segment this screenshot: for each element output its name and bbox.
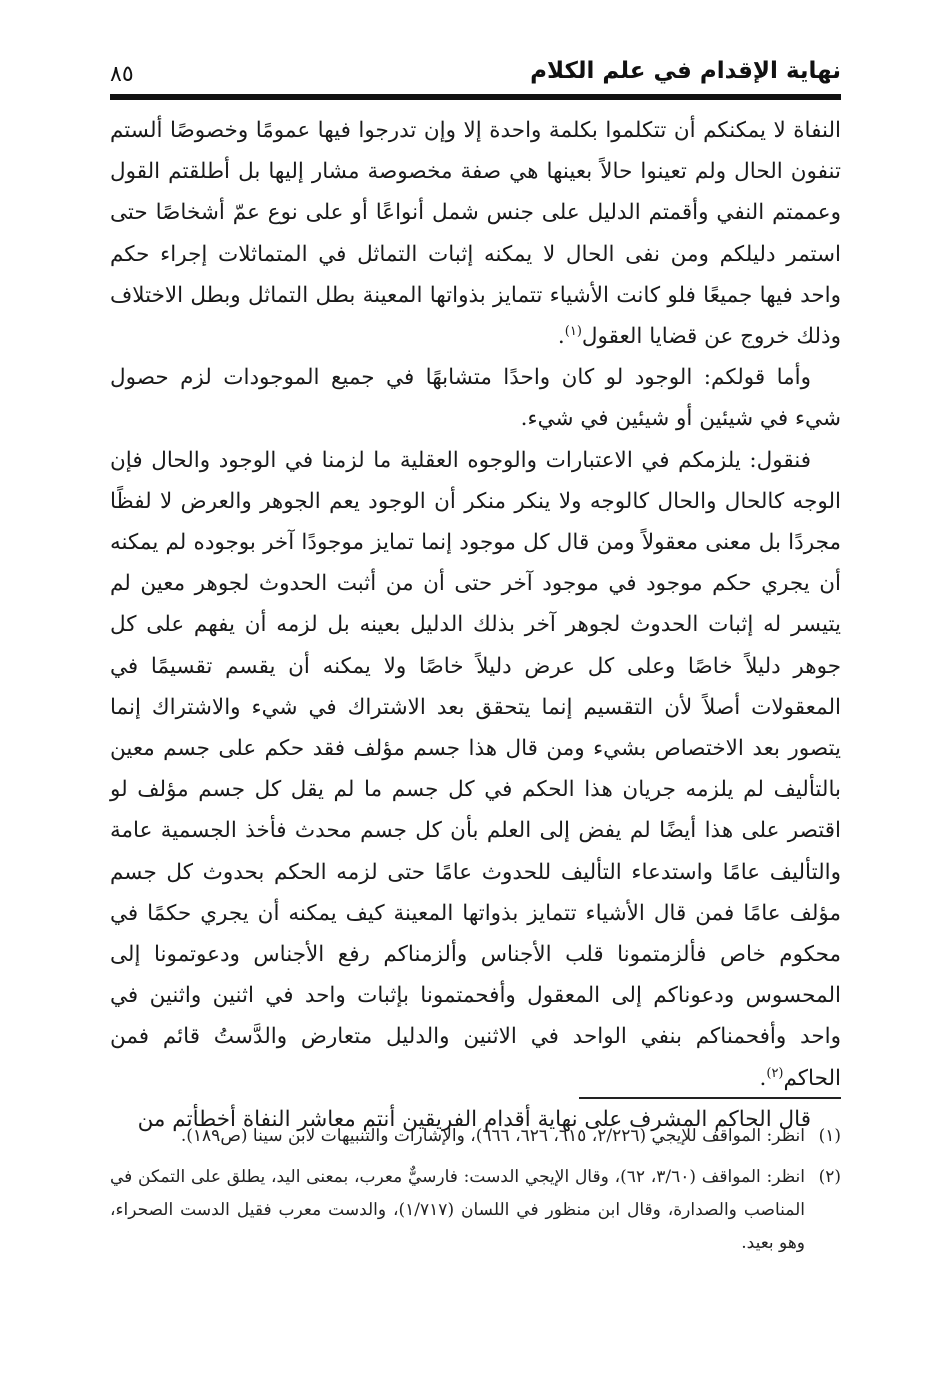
footnote-1 <box>110 1120 841 1153</box>
book-title: نهاية الإقدام في علم الكلام <box>530 58 841 84</box>
footnote-1-text: انظر: المواقف للإيجي (٢/٢٢٦، ٦١٥، ٦٢٦، ٦٦٦)، والإشارات والتنبيهات لابن سينا (ص١٨٩). <box>180 1126 805 1146</box>
paragraph-1: النفاة لا يمكنكم أن تتكلموا بكلمة واحدة إلا وإن تدرجوا فيها عمومًا وخصوصًا ألستم تنفون الحال ولم تعينوا حالاً بعينها هي صفة مخصوصة مشار إليها بل أطلقتم القول وعممتم النفي وأقمتم الدليل على جنس شمل أنواعًا أو على نوع عمّ أشخاصًا حتى استمر دليلكم ومن نفى الحال لا يمكنه إثبات التماثل في المتماثلات إجراء حكم واحد فيها جميعًا فلو كانت الأشياء تتمايز بذواتها المعينة بطل التماثل وبطل الاختلاف وذلك خروج عن قضايا العقول$^{(١)}$. <box>110 118 841 350</box>
footnote-2-number: (٢) <box>818 1167 841 1187</box>
paragraph-2: وأما قولكم: الوجود لو كان واحدًا متشابهًا في جميع الموجودات لزم حصول شيء في شيئين أو شيئين في شيء. <box>110 365 841 432</box>
footnote-2-text: انظر: المواقف (٣/٦٠، ٦٢)، وقال الإيجي الدست: فارسيٌّ معرب، بمعنى اليد، يطلق على التمكن في المناصب والصدارة، وقال ابن منظور في اللسان (١/٧١٧)، والدست معرب فقيل الدست الصحراء، وهو بعيد. <box>110 1167 806 1253</box>
main-text <box>110 110 841 1140</box>
footnote-marker-1[interactable]: (١) <box>564 323 582 339</box>
footnotes <box>110 1120 841 1268</box>
paragraph-3: فنقول: يلزمكم في الاعتبارات والوجوه العقلية ما لزمنا في الوجود والحال فإن الوجه كالحال والحال كالوجه ولا ينكر منكر أن الوجود يعم الجوهر والعرض لا لفظًا مجردًا بل معنى معقولاً ومن قال كل موجود إنما تمايز موجودًا آخر بوجوده لم يمكنه أن يجري حكم موجود في موجود آخر حتى أن من أثبت الحدوث لجوهر معين لم يتيسر له إثبات الحدوث لجوهر آخر بذلك الدليل بعينه بل لزمه أن يفهم على كل جوهر دليلاً خاصًا وعلى كل عرض دليلاً خاصًا ولا يمكنه أن يقسم تقسيمًا في المعقولات أصلاً لأن التقسيم إنما يتحقق بعد الاشتراك في شيء والاشتراك إنما يتصور بعد الاختصاص بشيء ومن قال هذا جسم مؤلف فقد حكم على جسم معين بالتأليف لم يلزمه جريان هذا الحكم في كل جسم ما لم يقل كل جسم مؤلف لو اقتصر على هذا أيضًا لم يفض إلى العلم بأن كل جسم محدث فأخذ الجسمية عامة والتأليف عامًا واستدعاء التأليف للحدوث عامًا حتى لزمه الحكم بحدوث كل جسم مؤلف عامًا فمن قال الأشياء تتمايز بذواتها المعينة كيف يمكنه أن يجري حكمًا في محكوم خاص فألزمتمونا قلب الأجناس وألزمناكم رفع الأجناس ودعوتمونا إلى المحسوس ودعوناكم إلى المعقول وأفحمتمونا بإثبات واحد في اثنين واثنين في واحد وأفحمناكم بنفي الواحد في الاثنين والدليل متعارض والدَّستُ قائم فمن الحاكم$^{(٢)}$. <box>110 447 841 1091</box>
paragraph-1-text: النفاة لا يمكنكم أن تتكلموا بكلمة واحدة إلا وإن تدرجوا فيها عمومًا وخصوصًا ألستم تنفون الحال ولم تعينوا حالاً بعينها هي صفة مخصوصة مشار إليها بل أطلقتم القول وعممتم النفي وأقمتم الدليل على جنس شمل أنواعًا أو على نوع عمّ أشخاصًا حتى استمر دليلكم ومن نفى الحال لا يمكنه إثبات التماثل في المتماثلات إجراء حكم واحد فيها جميعًا فلو كانت الأشياء تتمايز بذواتها المعينة بطل التماثل وبطل الاختلاف وذلك خروج عن قضايا العقول <box>110 118 841 350</box>
footnote-marker-2[interactable]: (٢) <box>766 1065 784 1081</box>
paragraph-4: قال الحاكم المشرف على نهاية أقدام الفريقين أنتم معاشر النفاة أخطأتم من <box>137 1106 811 1132</box>
header-rule <box>110 94 841 100</box>
footnote-separator <box>579 1097 841 1099</box>
page-number: ٨٥ <box>110 62 134 87</box>
paragraph-3-text: فنقول: يلزمكم في الاعتبارات والوجوه العقلية ما لزمنا في الوجود والحال فإن الوجه كالحال والحال كالوجه ولا ينكر منكر أن الوجود يعم الجوهر والعرض لا لفظًا مجردًا بل معنى معقولاً ومن قال كل موجود إنما تمايز موجودًا آخر بوجوده لم يمكنه أن يجري حكم موجود في موجود آخر حتى أن من أثبت الحدوث لجوهر معين لم يتيسر له إثبات الحدوث لجوهر آخر بذلك الدليل بعينه بل لزمه أن يفهم على كل جوهر دليلاً خاصًا وعلى كل عرض دليلاً خاصًا ولا يمكنه أن يقسم تقسيمًا في المعقولات أصلاً لأن التقسيم إنما يتحقق بعد الاشتراك في شيء والاشتراك إنما يتصور بعد الاختصاص بشيء ومن قال هذا جسم مؤلف فقد حكم على جسم معين بالتأليف لم يلزمه جريان هذا الحكم في كل جسم ما لم يقل كل جسم مؤلف لو اقتصر على هذا أيضًا لم يفض إلى العلم بأن كل جسم محدث فأخذ الجسمية عامة والتأليف عامًا واستدعاء التأليف للحدوث عامًا حتى لزمه الحكم بحدوث كل جسم مؤلف عامًا فمن قال الأشياء تتمايز بذواتها المعينة كيف يمكنه أن يجري حكمًا في محكوم خاص فألزمتمونا قلب الأجناس وألزمناكم رفع الأجناس ودعوتمونا إلى المحسوس ودعوناكم إلى المعقول وأفحمتمونا بإثبات واحد في اثنين واثنين في واحد وأفحمناكم بنفي الواحد في الاثنين والدليل متعارض والدَّستُ قائم فمن الحاكم <box>110 447 841 1091</box>
running-header <box>110 52 841 92</box>
footnote-2 <box>110 1161 841 1260</box>
footnote-1-number: (١) <box>818 1126 841 1146</box>
